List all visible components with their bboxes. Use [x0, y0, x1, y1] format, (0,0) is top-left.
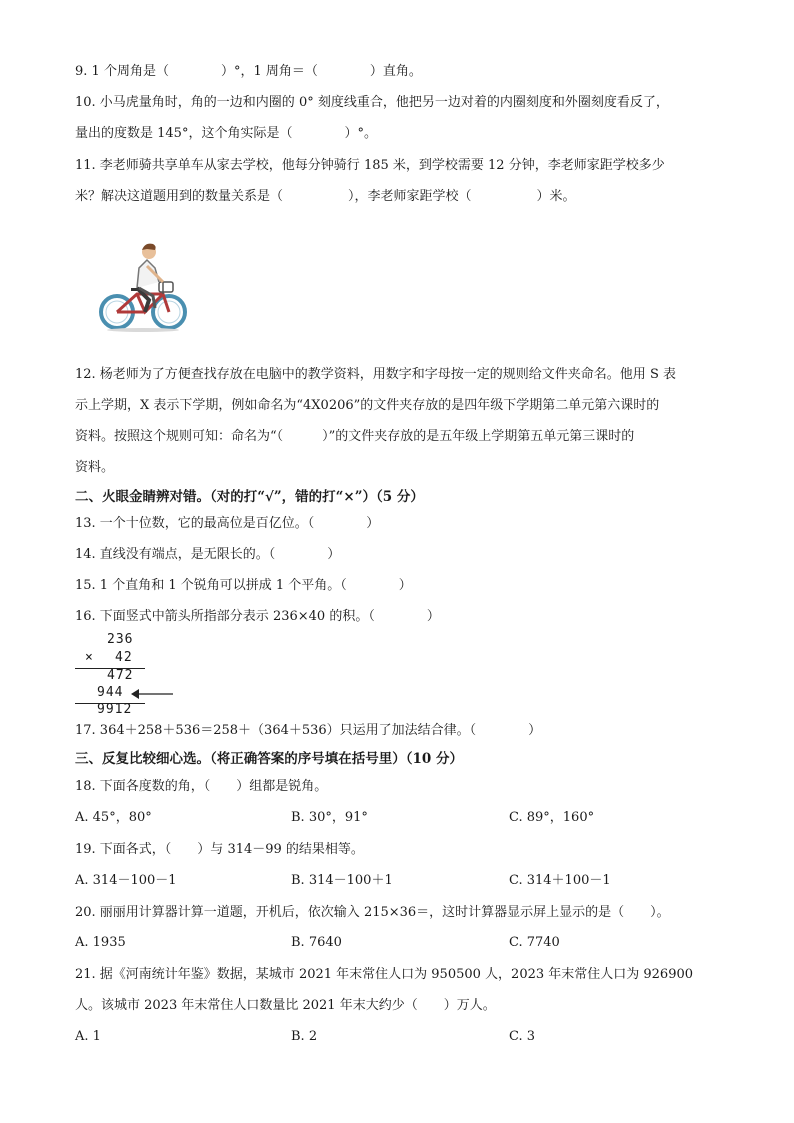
question-12-line-3: 资料。按照这个规则可知：命名为“（ ）”的文件夹存放的是五年级上学期第五单元第三课时的 — [75, 429, 635, 444]
question-12-line-2: 示上学期，X 表示下学期，例如命名为“4X0206”的文件夹存放的是四年级下学期第二单元第六课时的 — [75, 398, 660, 413]
question-9: 9. 1 个周角是（ ）°，1 周角＝（ ）直角。 — [75, 64, 422, 79]
multiplicand: 236 — [107, 632, 134, 647]
question-12-line-1: 12. 杨老师为了方便查找存放在电脑中的教学资料，用数字和字母按一定的规则给文件夹命名。他用 S 表 — [75, 367, 676, 382]
question-10-line-2: 量出的度数是 145°，这个角实际是（ ）°。 — [75, 126, 377, 141]
question-20-option-c: C. 7740 — [509, 935, 560, 950]
question-13: 13. 一个十位数，它的最高位是百亿位。（ ） — [75, 516, 380, 531]
question-18-option-b: B. 30°，91° — [291, 810, 368, 825]
question-18: 18. 下面各度数的角，（ ）组都是锐角。 — [75, 779, 328, 794]
question-21-line-2: 人。该城市 2023 年末常住人口数量比 2021 年末大约少（ ）万人。 — [75, 998, 496, 1013]
question-15: 15. 1 个直角和 1 个锐角可以拼成 1 个平角。（ ） — [75, 578, 412, 593]
question-17: 17. 364＋258＋536＝258＋（364＋536）只运用了加法结合律。（ ） — [75, 723, 542, 738]
question-21-option-a: A. 1 — [75, 1029, 101, 1044]
section-2-heading: 二、火眼金睛辨对错。（对的打“√”，错的打“×”）（5 分） — [75, 489, 424, 505]
question-11-line-2: 米？解决这道题用到的数量关系是（ ），李老师家距学校（ ）米。 — [75, 189, 576, 204]
question-18-option-c: C. 89°，160° — [509, 810, 595, 825]
question-20: 20. 丽丽用计算器计算一道题，开机后，依次输入 215×36＝，这时计算器显示屏上显示的是（ ）。 — [75, 905, 670, 920]
question-11-line-1: 11. 李老师骑共享单车从家去学校，他每分钟骑行 185 米，到学校需要 12 分钟，李老师家距学校多少 — [75, 158, 665, 173]
question-19-option-a: A. 314－100－1 — [75, 873, 177, 888]
final-product: 9912 — [97, 702, 133, 717]
question-12-line-4: 资料。 — [75, 460, 115, 475]
question-16: 16. 下面竖式中箭头所指部分表示 236×40 的积。（ ） — [75, 609, 440, 624]
partial-product-2: 944 — [97, 685, 124, 700]
multiplier: 42 — [115, 650, 133, 665]
partial-product-1: 472 — [107, 668, 134, 683]
multiply-sign: × — [85, 650, 94, 665]
arrow-left-icon — [131, 688, 173, 700]
question-20-option-b: B. 7640 — [291, 935, 342, 950]
question-10-line-1: 10. 小马虎量角时，角的一边和内圈的 0° 刻度线重合，他把另一边对着的内圈刻度和外圈刻度看反了， — [75, 95, 669, 110]
question-19: 19. 下面各式，（ ）与 314－99 的结果相等。 — [75, 842, 364, 857]
cyclist-illustration — [97, 238, 189, 334]
section-3-heading: 三、反复比较细心选。（将正确答案的序号填在括号里）（10 分） — [75, 751, 463, 767]
question-20-option-a: A. 1935 — [75, 935, 126, 950]
question-21-option-b: B. 2 — [291, 1029, 318, 1044]
question-19-option-c: C. 314＋100－1 — [509, 873, 611, 888]
question-21-line-1: 21. 据《河南统计年鉴》数据，某城市 2021 年末常住人口为 950500 人，2023 年末常住人口为 926900 — [75, 967, 694, 982]
question-19-option-b: B. 314－100＋1 — [291, 873, 393, 888]
question-18-option-a: A. 45°，80° — [75, 810, 152, 825]
question-14: 14. 直线没有端点，是无限长的。（ ） — [75, 547, 341, 562]
question-21-option-c: C. 3 — [509, 1029, 536, 1044]
vertical-multiplication — [75, 630, 195, 720]
